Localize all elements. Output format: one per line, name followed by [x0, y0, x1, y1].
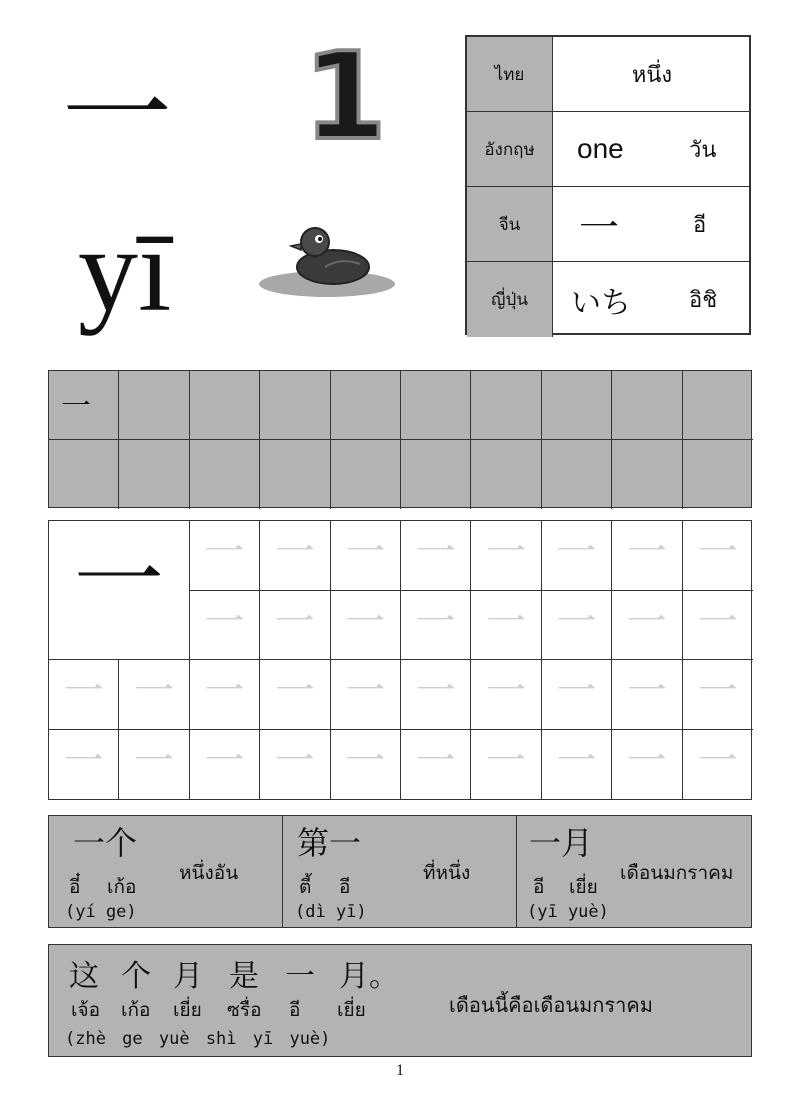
practice-cell[interactable]: [471, 521, 541, 591]
trace-character: 一: [486, 668, 527, 715]
practice-cell[interactable]: [612, 521, 682, 591]
stroke-cell: [49, 440, 119, 509]
practice-cell[interactable]: [401, 591, 471, 661]
main-character: 一: [62, 51, 172, 179]
trace-character: 一: [697, 668, 738, 715]
lang-label: จีน: [467, 187, 553, 261]
practice-cell[interactable]: [331, 521, 401, 591]
trace-character: 一: [626, 529, 667, 576]
practice-cell[interactable]: [612, 591, 682, 661]
stroke-cell: [683, 440, 753, 509]
translation-row-english: [467, 112, 749, 187]
trace-character: 一: [697, 529, 738, 576]
trace-character: 一: [204, 598, 245, 645]
lang-label: ไทย: [467, 37, 553, 111]
translation-word: one: [577, 133, 624, 164]
sentence-thai-sound: เก้อ: [121, 999, 151, 1021]
duck-icon: [255, 222, 395, 302]
sentence-chinese-char: 月。: [339, 959, 399, 994]
translation-word: いち: [571, 285, 631, 321]
sentence-chinese-char: 个: [121, 959, 151, 994]
trace-character: 一: [415, 668, 456, 715]
trace-character: 一: [345, 529, 386, 576]
practice-cell[interactable]: [49, 730, 119, 800]
translation-row-chinese: [467, 187, 749, 262]
trace-character: 一: [556, 598, 597, 645]
practice-cell[interactable]: [471, 730, 541, 800]
sentence-meaning: เดือนนี้คือเดือนมกราคม: [449, 993, 653, 1017]
trace-character: 一: [697, 598, 738, 645]
trace-character: 一: [204, 529, 245, 576]
trace-character: 一: [486, 529, 527, 576]
stroke-cell: [49, 371, 119, 440]
vocab-chinese: 一月: [529, 824, 594, 862]
stroke-cell: [260, 371, 330, 440]
practice-cell[interactable]: [190, 521, 260, 591]
stroke-cell: [471, 440, 541, 509]
trace-character: 一: [415, 598, 456, 645]
trace-character: 一: [274, 738, 315, 785]
practice-cell[interactable]: [542, 730, 612, 800]
practice-cell[interactable]: [331, 730, 401, 800]
trace-character: 一: [204, 738, 245, 785]
practice-cell[interactable]: [331, 660, 401, 730]
trace-character: 一: [556, 738, 597, 785]
translation-word: 一: [579, 204, 619, 251]
vocab-thai-sound: อี: [339, 876, 351, 898]
page-number: 1: [396, 1062, 404, 1079]
vocab-pinyin: (dì yī): [295, 902, 367, 922]
stroke-cell: [612, 440, 682, 509]
practice-cell[interactable]: [190, 591, 260, 661]
practice-cell[interactable]: [683, 730, 753, 800]
trace-character: 一: [274, 529, 315, 576]
stroke-cell: [612, 371, 682, 440]
trace-character: 一: [63, 668, 104, 715]
number-one-text: 1: [303, 30, 387, 150]
stroke-cell: [119, 371, 189, 440]
trace-character: 一: [626, 598, 667, 645]
trace-character: 一: [274, 598, 315, 645]
trace-character: 一: [626, 668, 667, 715]
vocab-meaning: หนึ่งอัน: [179, 862, 239, 884]
sentence-thai-sound: เยี่ย: [337, 999, 366, 1021]
practice-cell[interactable]: [683, 660, 753, 730]
vocab-thai-sound: ตี้: [299, 876, 312, 898]
sentence-chinese-char: 一: [285, 959, 315, 994]
translation-reading: อี: [693, 212, 707, 238]
vocab-box: [48, 815, 284, 928]
practice-cell[interactable]: [471, 660, 541, 730]
practice-cell[interactable]: [401, 730, 471, 800]
practice-cell[interactable]: [119, 730, 189, 800]
stroke-order-grid: [48, 370, 752, 508]
practice-cell[interactable]: [542, 521, 612, 591]
trace-character: 一: [345, 598, 386, 645]
stroke-cell: [190, 440, 260, 509]
vocab-chinese: 第一: [297, 824, 362, 862]
vocab-box: [516, 815, 752, 928]
translation-row-japanese: [467, 262, 749, 337]
practice-cell[interactable]: [190, 660, 260, 730]
trace-character: 一: [134, 668, 175, 715]
vocab-meaning: เดือนมกราคม: [620, 862, 734, 884]
practice-cell[interactable]: [190, 730, 260, 800]
trace-character: 一: [415, 529, 456, 576]
vocab-chinese: 一个: [73, 824, 138, 862]
pinyin-label: yī: [78, 203, 172, 336]
vocab-pinyin: (yí ge): [65, 902, 137, 922]
stroke-cell: [471, 371, 541, 440]
sentence-chinese-char: 月: [173, 959, 203, 994]
practice-cell[interactable]: [260, 730, 330, 800]
practice-cell[interactable]: [260, 591, 330, 661]
sentence-thai-sound: อี: [289, 999, 301, 1021]
trace-character: 一: [204, 668, 245, 715]
practice-cell[interactable]: [119, 660, 189, 730]
stroke-cell: [331, 440, 401, 509]
stroke-cell: [331, 371, 401, 440]
stroke-cell: [542, 371, 612, 440]
practice-cell[interactable]: [542, 660, 612, 730]
trace-character: 一: [274, 668, 315, 715]
practice-grid: [48, 520, 752, 800]
trace-character: 一: [134, 738, 175, 785]
stroke-step: 一: [61, 389, 91, 424]
stroke-cell: [542, 440, 612, 509]
translation-table: [465, 35, 751, 335]
practice-cell[interactable]: [612, 660, 682, 730]
practice-cell[interactable]: [401, 660, 471, 730]
trace-character: 一: [697, 738, 738, 785]
stroke-cell: [683, 371, 753, 440]
practice-cell[interactable]: [542, 591, 612, 661]
sentence-chinese-char: 是: [229, 959, 259, 994]
number-one-graphic: [300, 30, 390, 150]
trace-character: 一: [556, 529, 597, 576]
sentence-thai-sound: เจ้อ: [71, 999, 101, 1021]
lang-label: อังกฤษ: [467, 112, 553, 186]
translation-row-thai: [467, 37, 749, 112]
practice-cell[interactable]: [683, 591, 753, 661]
practice-cell[interactable]: [49, 660, 119, 730]
stroke-cell: [119, 440, 189, 509]
stroke-cell: [260, 440, 330, 509]
stroke-cell: [190, 371, 260, 440]
sentence-pinyin: (zhè ge yuè shì yī yuè): [65, 1029, 331, 1049]
vocab-thai-sound: เก้อ: [107, 876, 137, 898]
sentence-box: [48, 944, 752, 1057]
practice-cell[interactable]: [260, 521, 330, 591]
practice-cell[interactable]: [683, 521, 753, 591]
vocab-box: [282, 815, 518, 928]
sentence-thai-sound: ซรื่อ: [227, 999, 262, 1021]
translation-reading: วัน: [689, 137, 717, 163]
practice-cell[interactable]: [471, 591, 541, 661]
translation-word: หนึ่ง: [631, 62, 673, 88]
model-character: 一: [73, 528, 164, 633]
practice-cell[interactable]: [612, 730, 682, 800]
stroke-cell: [401, 371, 471, 440]
trace-character: 一: [415, 738, 456, 785]
trace-character: 一: [345, 738, 386, 785]
trace-character: 一: [556, 668, 597, 715]
vocab-pinyin: (yī yuè): [527, 902, 609, 922]
trace-character: 一: [486, 598, 527, 645]
practice-cell[interactable]: [331, 591, 401, 661]
translation-reading: อิชิ: [689, 288, 718, 313]
trace-character: 一: [345, 668, 386, 715]
trace-character: 一: [486, 738, 527, 785]
vocab-thai-sound: อี๋: [69, 876, 81, 898]
vocab-thai-sound: เยี่ย: [569, 876, 598, 898]
lang-label: ญี่ปุ่น: [467, 262, 553, 337]
trace-character: 一: [626, 738, 667, 785]
practice-cell[interactable]: [260, 660, 330, 730]
trace-character: 一: [63, 738, 104, 785]
practice-cell[interactable]: [401, 521, 471, 591]
stroke-cell: [401, 440, 471, 509]
model-character-cell: [49, 521, 190, 660]
vocab-meaning: ที่หนึ่ง: [423, 862, 471, 884]
sentence-chinese-char: 这: [69, 959, 99, 994]
sentence-thai-sound: เยี่ย: [173, 999, 202, 1021]
vocab-thai-sound: อี: [533, 876, 545, 898]
